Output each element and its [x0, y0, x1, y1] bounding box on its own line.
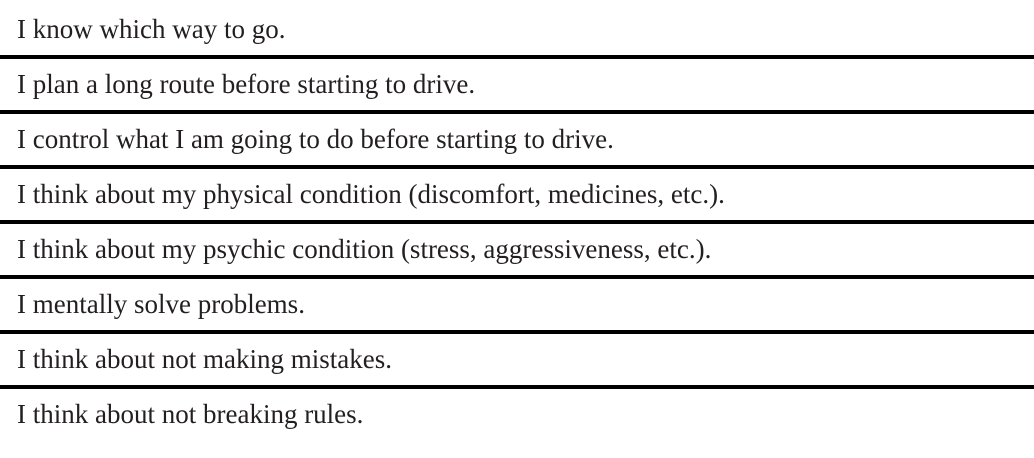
row-text: I think about my psychic condition (stress, aggressiveness, etc.).: [17, 234, 712, 264]
statement-table: [0, 4, 1034, 440]
row-text: I think about not breaking rules.: [17, 399, 364, 429]
table-row: [0, 389, 1034, 440]
row-text: I know which way to go.: [17, 14, 286, 44]
table-row: [0, 114, 1034, 165]
table-row: [0, 279, 1034, 330]
table-row: [0, 59, 1034, 110]
row-text: I think about not making mistakes.: [17, 344, 392, 374]
row-text: I think about my physical condition (discomfort, medicines, etc.).: [17, 179, 725, 209]
row-text: I mentally solve problems.: [17, 289, 305, 319]
row-text: I control what I am going to do before starting to drive.: [17, 124, 614, 154]
row-text: I plan a long route before starting to drive.: [17, 69, 476, 99]
table-row: [0, 169, 1034, 220]
table-row: [0, 334, 1034, 385]
table-row: [0, 224, 1034, 275]
table-row: [0, 4, 1034, 55]
